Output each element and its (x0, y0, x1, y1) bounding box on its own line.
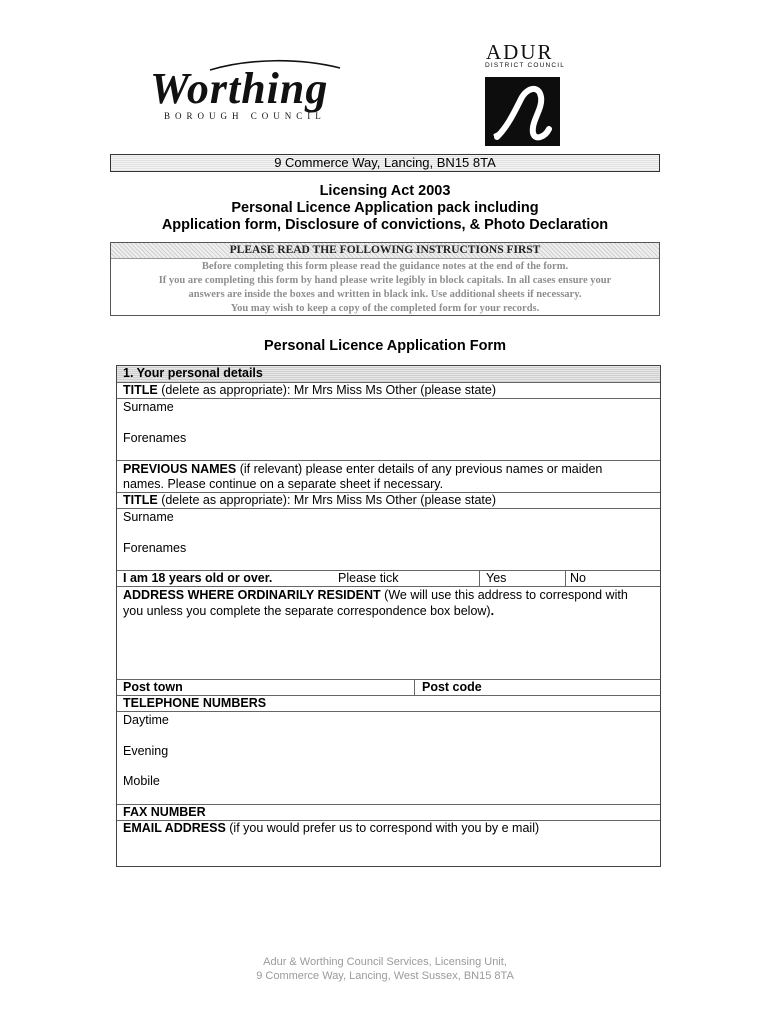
previous-surname-field[interactable] (197, 509, 652, 539)
telephone-numbers-label: TELEPHONE NUMBERS (123, 696, 267, 710)
evening-label: Evening (123, 744, 169, 758)
age-confirmation-row (117, 570, 660, 586)
previous-forenames-field[interactable] (197, 539, 652, 569)
section-title: 1. Your personal details (123, 366, 263, 380)
post-town-label: Post town (123, 680, 183, 694)
surname-label: Surname (123, 400, 174, 414)
age-no-checkbox[interactable] (566, 571, 659, 586)
worthing-borough-council-logo (150, 66, 350, 126)
address-note: you unless you complete the separate correspondence box below). (123, 604, 495, 618)
previous-name-fields-block (117, 508, 660, 570)
telephone-numbers-row (117, 695, 660, 711)
previous-surname-label: Surname (123, 510, 174, 524)
document-title (110, 183, 660, 234)
post-town-code-row (117, 679, 660, 695)
title-row[interactable] (117, 382, 660, 398)
previous-names-note: names. Please continue on a separate sheet if necessary. (123, 477, 444, 491)
post-code-field[interactable] (415, 680, 659, 695)
evening-phone-field[interactable] (187, 742, 652, 772)
please-tick-label: Please tick (338, 571, 399, 585)
surname-field[interactable] (197, 399, 652, 429)
document-title-line: Application form, Disclosure of convictions, & Photo Declaration (161, 217, 609, 233)
residential-address-field[interactable] (117, 586, 660, 679)
previous-forenames-label: Forenames (123, 541, 187, 555)
worthing-logo-wordmark: Worthing (150, 64, 329, 113)
adur-logo-wordmark: ADUR (486, 40, 554, 64)
title-field-label: TITLE (delete as appropriate): Mr Mrs Miss Ms Other (please state) (123, 383, 497, 397)
personal-details-form (116, 365, 661, 867)
instructions-box (110, 242, 660, 316)
instructions-heading: PLEASE READ THE FOLLOWING INSTRUCTIONS FIRST (111, 243, 659, 259)
previous-title-row[interactable] (117, 492, 660, 508)
adur-logo-subtitle: DISTRICT COUNCIL (485, 62, 566, 69)
age-confirmation-label: I am 18 years old or over. (123, 571, 273, 585)
age-yes-checkbox[interactable] (480, 571, 565, 586)
form-heading: Personal Licence Application Form (264, 338, 506, 354)
footer-line: 9 Commerce Way, Lancing, West Sussex, BN15 8TA (256, 970, 514, 982)
name-fields-block (117, 398, 660, 460)
email-address-label: EMAIL ADDRESS (if you would prefer us to correspond with you by e mail) (123, 821, 540, 835)
document-title-line: Personal Licence Application pack including (231, 200, 539, 216)
previous-title-field-label: TITLE (delete as appropriate): Mr Mrs Miss Ms Other (please state) (123, 493, 497, 507)
previous-names-row (117, 460, 660, 492)
instruction-line: You may wish to keep a copy of the completed form for your records. (230, 303, 540, 314)
email-address-field[interactable] (117, 820, 660, 866)
address-label: ADDRESS WHERE ORDINARILY RESIDENT (We will use this address to correspond with (123, 588, 628, 602)
daytime-phone-field[interactable] (187, 712, 652, 742)
previous-names-label: PREVIOUS NAMES (if relevant) please enter details of any previous names or maiden (123, 462, 603, 476)
instruction-line: If you are completing this form by hand please write legibly in block capitals. In all cases ensure your (158, 275, 612, 286)
mobile-phone-field[interactable] (187, 772, 652, 802)
instruction-line: Before completing this form please read the guidance notes at the end of the form. (201, 261, 569, 272)
section-header-personal-details (117, 366, 660, 382)
forenames-field[interactable] (197, 429, 652, 459)
adur-emblem-icon (485, 77, 560, 146)
page-footer (110, 955, 660, 983)
daytime-label: Daytime (123, 713, 169, 727)
no-label: No (570, 571, 586, 585)
post-code-label: Post code (422, 680, 482, 694)
footer-line: Adur & Worthing Council Services, Licensing Unit, (263, 956, 507, 968)
worthing-logo-swash-icon (150, 56, 350, 116)
council-address-bar: 9 Commerce Way, Lancing, BN15 8TA (110, 154, 660, 172)
post-town-field[interactable] (117, 680, 414, 695)
worthing-logo-subtitle: BOROUGH COUNCIL (164, 111, 326, 121)
telephone-fields-block (117, 711, 660, 804)
document-title-line: Licensing Act 2003 (319, 183, 451, 199)
yes-label: Yes (486, 571, 507, 585)
fax-number-label: FAX NUMBER (123, 805, 206, 819)
fax-number-field[interactable] (117, 804, 660, 820)
instruction-line: answers are inside the boxes and written in black ink. Use additional sheets if necessary. (188, 289, 582, 300)
forenames-label: Forenames (123, 431, 187, 445)
mobile-label: Mobile (123, 774, 160, 788)
adur-district-council-logo (470, 40, 570, 148)
